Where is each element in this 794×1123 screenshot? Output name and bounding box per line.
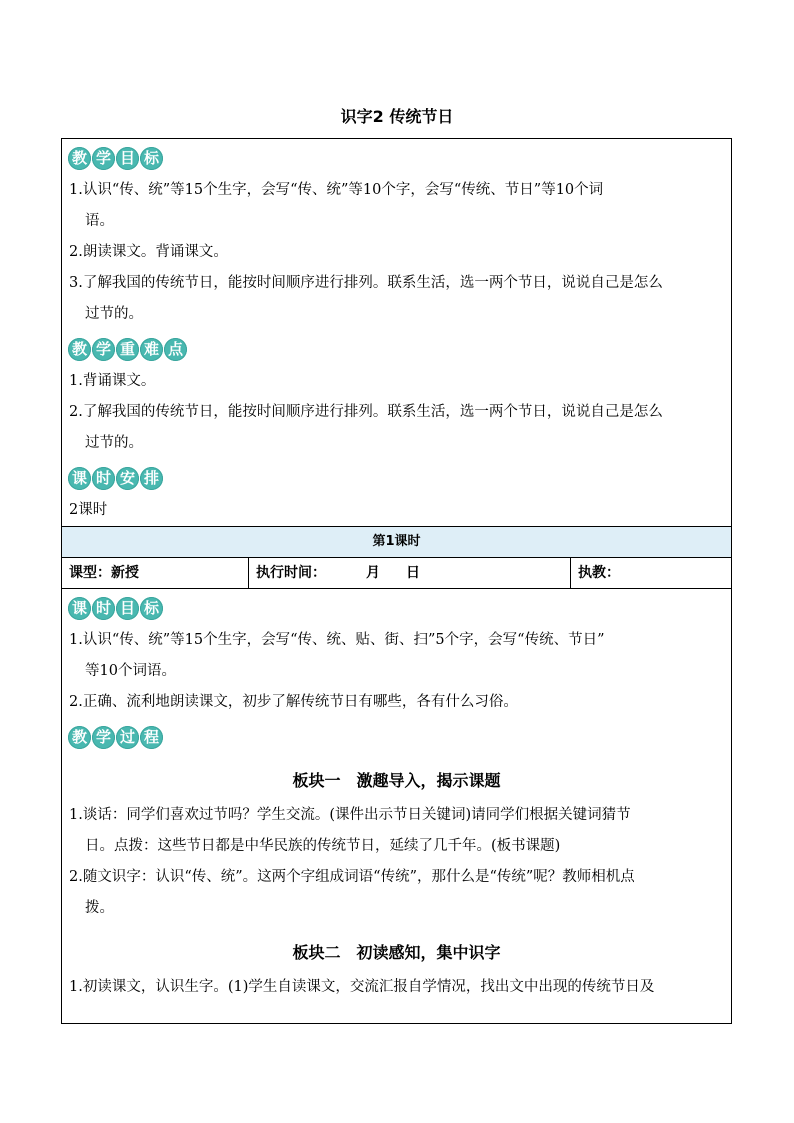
badge-char: 时 xyxy=(92,597,115,620)
list-item: 2.了解我国的传统节日，能按时间顺序进行排列。联系生活，选一两个节日，说说自己是怎么 过节的。 xyxy=(69,404,663,451)
schedule-text: 2课时 xyxy=(69,502,108,518)
badge-char: 学 xyxy=(92,147,115,170)
execution-time: 执行时间： 月 日 xyxy=(249,558,571,588)
badge-char: 课 xyxy=(68,467,91,490)
badge-char: 排 xyxy=(140,467,163,490)
badge-char: 重 xyxy=(116,338,139,361)
lesson-type: 课型：新授 xyxy=(62,558,249,588)
list-item: 1.谈话：同学们喜欢过节吗？学生交流。(课件出示节日关键词)请同学们根据关键词猜节 日。点拨：这些节日都是中华民族的传统节日，延续了几千年。(板书课题) xyxy=(69,807,631,854)
list-item: 3.了解我国的传统节日，能按时间顺序进行排列。联系生活，选一两个节日，说说自己是怎么 过节的。 xyxy=(69,275,663,322)
badge-char: 教 xyxy=(68,338,91,361)
badge-char: 安 xyxy=(116,467,139,490)
badge-char: 程 xyxy=(140,726,163,749)
badge-char: 难 xyxy=(140,338,163,361)
badge-char: 时 xyxy=(92,467,115,490)
badge-char: 目 xyxy=(116,147,139,170)
badge-char: 学 xyxy=(92,726,115,749)
badge-lesson-goals xyxy=(68,597,731,623)
lesson-plan-table xyxy=(61,138,732,1024)
badge-char: 标 xyxy=(140,597,163,620)
badge-char: 教 xyxy=(68,147,91,170)
badge-schedule xyxy=(68,467,731,493)
list-item: 1.背诵课文。 xyxy=(69,373,156,389)
lesson-band: 第1课时 xyxy=(62,526,731,558)
badge-char: 标 xyxy=(140,147,163,170)
badge-teaching-goals xyxy=(68,147,731,173)
badge-char: 点 xyxy=(164,338,187,361)
block1-heading: 板块一 激趣导入，揭示课题 xyxy=(292,771,501,790)
badge-char: 目 xyxy=(116,597,139,620)
badge-char: 课 xyxy=(68,597,91,620)
block2-heading: 板块二 初读感知，集中识字 xyxy=(292,943,501,962)
list-item: 1.认识“传、统”等15个生字，会写“传、统、贴、街、扫”5个字，会写“传统、节日” 等10个词语。 xyxy=(69,632,605,679)
list-item: 1.认识“传、统”等15个生字，会写“传、统”等10个字，会写“传统、节日”等10个词 语。 xyxy=(69,182,604,229)
list-item: 2.随文识字：认识“传、统”。这两个字组成词语“传统”，那什么是“传统”呢？教师相机点 拨。 xyxy=(69,869,635,916)
list-item: 1.初读课文，认识生字。(1)学生自读课文，交流汇报自学情况，找出文中出现的传统节日及 xyxy=(69,979,655,995)
document-title: 识字2 传统节日 xyxy=(340,107,454,126)
badge-char: 过 xyxy=(116,726,139,749)
info-row xyxy=(62,558,731,589)
badge-teaching-process xyxy=(68,726,731,752)
teacher: 执教： xyxy=(578,565,620,581)
badge-key-points xyxy=(68,338,731,364)
badge-char: 学 xyxy=(92,338,115,361)
list-item: 2.朗读课文。背诵课文。 xyxy=(69,244,228,260)
list-item: 2.正确、流利地朗读课文，初步了解传统节日有哪些，各有什么习俗。 xyxy=(69,694,518,710)
badge-char: 教 xyxy=(68,726,91,749)
